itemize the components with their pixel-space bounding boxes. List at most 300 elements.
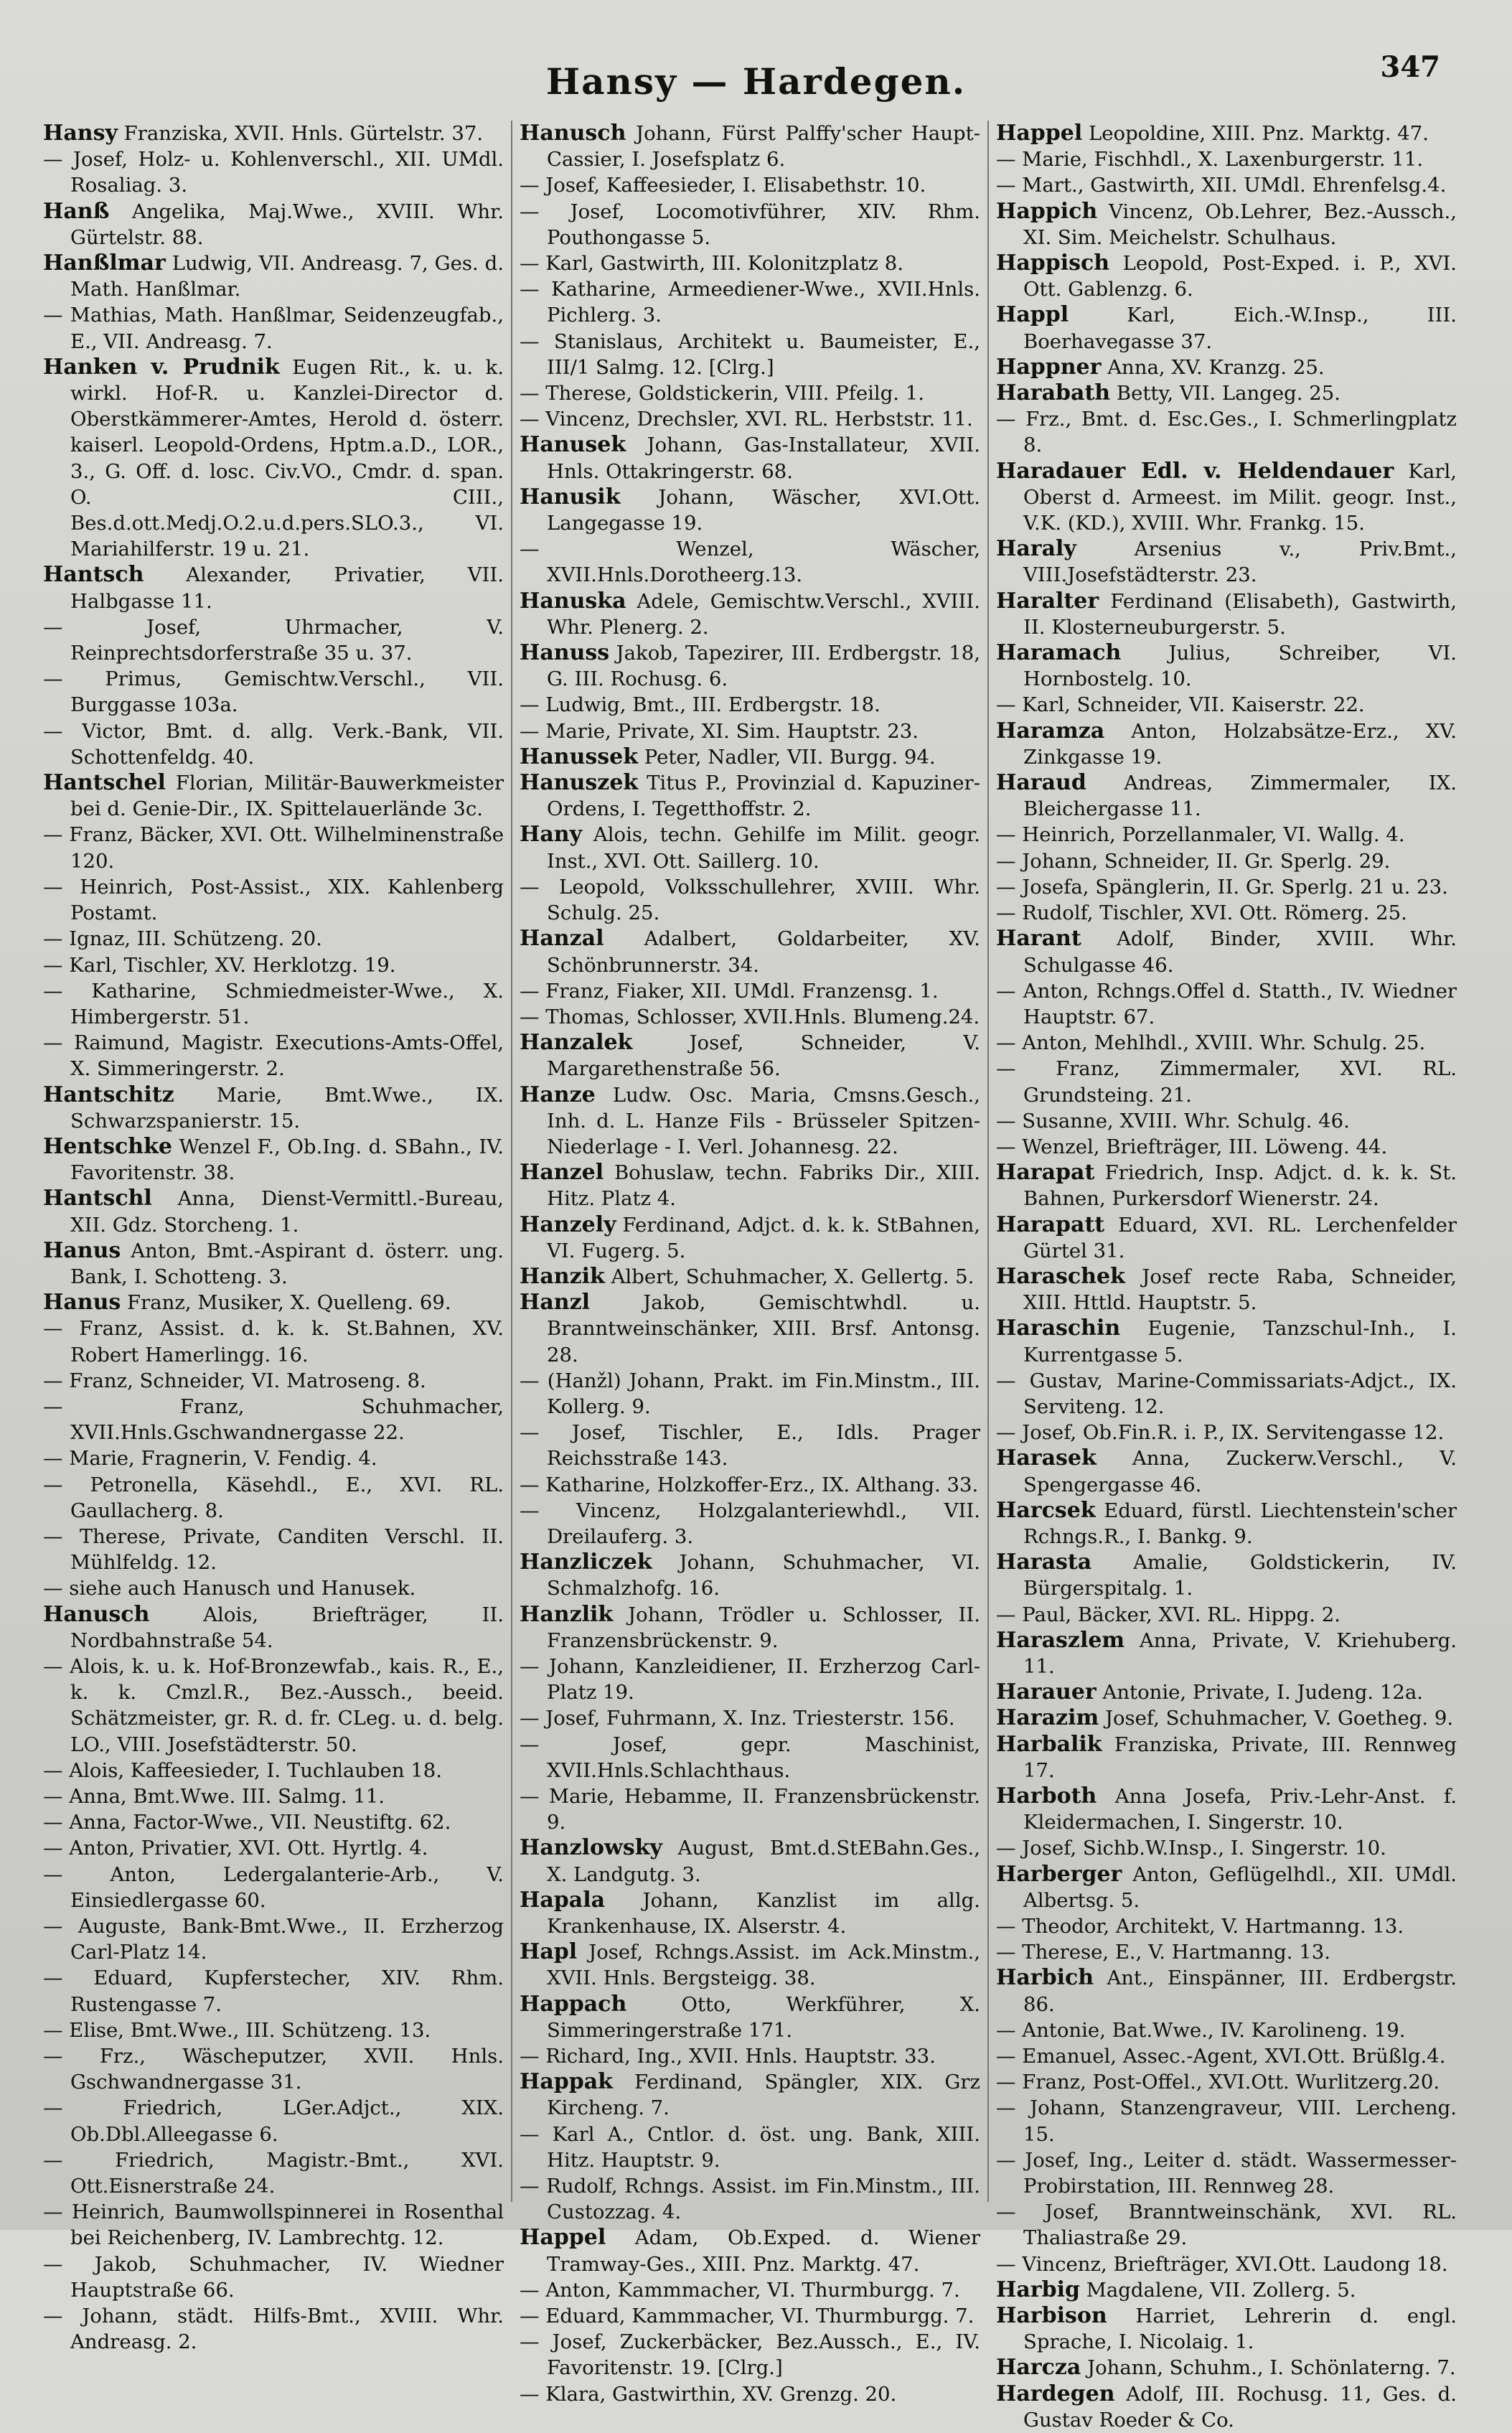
entry-details: Johann, Schuhm., I. Schönlaterng. 7. — [1081, 2356, 1456, 2380]
entry-details: Marie, Bmt.Wwe., IX. Schwarzspanierstr. 15. — [70, 1083, 504, 1133]
entry-surname: Harasek — [996, 1445, 1097, 1471]
directory-entry — [43, 1082, 504, 1134]
directory-entry — [520, 2069, 980, 2121]
entry-details: Bohuslaw, techn. Fabriks Dir., XIII. Hitz. Platz 4. — [547, 1161, 980, 1211]
entry-details: Johann, Schuhmacher, VI. Schmalzhofg. 16. — [547, 1551, 980, 1600]
entry-details: Johann, Fürst Palffy'scher Haupt-Cassier, I. Josefsplatz 6. — [547, 122, 980, 172]
entry-details: — Vincenz, Briefträger, XVI.Ott. Laudong 18. — [996, 2252, 1448, 2276]
directory-entry — [43, 770, 504, 822]
entry-details: — Eduard, Kammmacher, VI. Thurmburgg. 7. — [520, 2305, 975, 2328]
entry-details: — Josef, Fuhrmann, X. Inz. Triesterstr. 156. — [520, 1707, 955, 1730]
directory-entry — [996, 2381, 1457, 2433]
directory-entry — [43, 562, 504, 614]
entry-details: Andreas, Zimmermaler, IX. Bleichergasse 11. — [1023, 772, 1457, 821]
directory-entry — [520, 2173, 980, 2225]
entry-details: — Franz, Zimmermaler, XVI. RL. Grundsteing. 21. — [996, 1057, 1457, 1107]
columns-container — [43, 121, 1457, 2432]
entry-details: Julius, Schreiber, VI. Hornbostelg. 10. — [1023, 642, 1457, 691]
directory-entry — [996, 355, 1457, 380]
entry-surname: Harbich — [996, 1965, 1094, 1991]
directory-entry — [520, 199, 980, 250]
entry-details: — Franz, Assist. d. k. k. St.Bahnen, XV. Robert Hamerlingg. 16. — [43, 1317, 504, 1366]
entry-details: Eduard, XVI. RL. Lerchenfelder Gürtel 31. — [1023, 1213, 1457, 1262]
entry-surname: Harapatt — [996, 1211, 1105, 1237]
entry-details: — Alois, Kaffeesieder, I. Tuchlauben 18. — [43, 1758, 443, 1782]
directory-entry — [43, 926, 504, 952]
entry-details: — Karl, Gastwirth, III. Kolonitzplatz 8. — [520, 252, 904, 276]
directory-entry — [520, 250, 980, 276]
directory-entry — [996, 199, 1457, 250]
entry-details: — Susanne, XVIII. Whr. Schulg. 46. — [996, 1109, 1350, 1133]
entry-details: Eduard, fürstl. Liechtenstein'scher Rchngs.R., I. Bankg. 9. — [1023, 1499, 1457, 1548]
entry-details: — Anton, Privatier, XVI. Ott. Hyrtlg. 4. — [43, 1837, 428, 1860]
entry-details: — Johann, Stanzengraveur, VIII. Lercheng. 15. — [996, 2096, 1457, 2146]
directory-entry — [996, 2069, 1457, 2095]
entry-surname: Haraszlem — [996, 1627, 1125, 1653]
entry-details: Florian, Militär-Bauwerkmeister bei d. Genie-Dir., IX. Spittelauerlände 3c. — [70, 772, 504, 821]
directory-entry — [43, 614, 504, 666]
entry-details: Anna Josefa, Priv.-Lehr-Anst. f. Kleidermachen, I. Singerstr. 10. — [1023, 1785, 1457, 1834]
entry-details: — Katharine, Holzkoffer-Erz., IX. Althang. 33. — [520, 1473, 979, 1496]
entry-surname: Hanßlmar — [43, 250, 166, 276]
directory-entry — [996, 2277, 1457, 2303]
directory-entry — [43, 1783, 504, 1809]
directory-entry — [43, 1809, 504, 1835]
entry-surname: Hantschl — [43, 1186, 152, 1211]
entry-details: Magdalene, VII. Zollerg. 5. — [1079, 2278, 1356, 2302]
entry-details: Karl, Oberst d. Armeest. im Milit. geogr. Inst., V.K. (KD.), XVIII. Whr. Frankg. 15. — [1023, 459, 1457, 535]
entry-surname: Hanussek — [520, 744, 639, 769]
directory-entry — [520, 380, 980, 406]
entry-details: — Heinrich, Baumwollspinnerei in Rosenthal bei Reichenberg, IV. Lambrechtg. 12. — [43, 2200, 504, 2250]
page-number: 347 — [1380, 50, 1440, 84]
entry-details: Johann, Gas-Installateur, XVII. Hnls. Ottakringerstr. 68. — [547, 433, 980, 483]
directory-entry — [520, 1264, 980, 1290]
directory-entry — [43, 1965, 504, 2017]
directory-entry — [996, 1732, 1457, 1783]
entry-details: — Raimund, Magistr. Executions-Amts-Offel, X. Simmeringerstr. 2. — [43, 1031, 504, 1081]
directory-entry — [520, 1290, 980, 1368]
directory-entry — [43, 1524, 504, 1575]
directory-entry — [996, 1108, 1457, 1134]
directory-entry — [520, 1939, 980, 1991]
entry-details: — Ludwig, Bmt., III. Erdbergstr. 18. — [520, 693, 881, 717]
entry-surname: Haramza — [996, 718, 1105, 744]
directory-entry — [43, 302, 504, 354]
directory-entry — [520, 770, 980, 822]
directory-entry — [520, 536, 980, 588]
entry-surname: Hanusik — [520, 484, 621, 510]
entry-details: Friedrich, Insp. Adjct. d. k. k. St. Bahnen, Purkersdorf Wienerstr. 24. — [1023, 1161, 1457, 1211]
entry-details: August, Bmt.d.StEBahn.Ges., X. Landgutg. 3. — [547, 1837, 980, 1886]
directory-entry — [996, 2043, 1457, 2069]
directory-entry — [996, 459, 1457, 537]
entry-details: Adalbert, Goldarbeiter, XV. Schönbrunnerstr. 34. — [547, 927, 980, 977]
directory-entry — [43, 1602, 504, 1654]
entry-details: Ferdinand, Adjct. d. k. k. StBahnen, VI. Fugerg. 5. — [547, 1213, 980, 1262]
directory-entry — [996, 2095, 1457, 2147]
entry-details: — Anton, Mehlhdl., XVIII. Whr. Schulg. 25. — [996, 1031, 1426, 1055]
entry-details: Eugen Rit., k. u. k. wirkl. Hof-R. u. Kanzlei-Director d. Oberstkämmerer-Amtes, Herold d. österr. kaiserl. Leopold-Ordens, Hptm.a.D., LOR., 3., G. Off. d. losc. Civ.VO., Cmdr. d. span. O. CIII., Bes.d.ott.Medj.O.2.u.d.pers.SLO.3., VI. Mariahilferstr. 19 u. 21. — [70, 355, 504, 561]
directory-entry — [996, 874, 1457, 900]
entry-details: — Jakob, Schuhmacher, IV. Wiedner Hauptstraße 66. — [43, 2252, 504, 2302]
directory-entry — [996, 978, 1457, 1030]
entry-details: Anton, Geflügelhdl., XII. UMdl. Albertsg. 5. — [1023, 1862, 1457, 1912]
entry-surname: Harapat — [996, 1160, 1095, 1186]
directory-entry — [520, 406, 980, 432]
entry-details: Arsenius v., Priv.Bmt., VIII.Josefstädterstr. 23. — [1023, 538, 1457, 587]
directory-entry — [520, 1732, 980, 1783]
directory-entry — [996, 2017, 1457, 2043]
entry-details: — Rudolf, Tischler, XVI. Ott. Römerg. 25. — [996, 901, 1407, 925]
directory-entry — [43, 2017, 504, 2043]
entry-details: Amalie, Goldstickerin, IV. Bürgerspitalg. 1. — [1023, 1551, 1457, 1600]
entry-surname: Happel — [520, 2225, 606, 2251]
directory-entry — [520, 2043, 980, 2069]
column-3 — [987, 121, 1457, 2432]
directory-entry — [996, 770, 1457, 822]
entry-surname: Harcza — [996, 2355, 1081, 2381]
column-1 — [43, 121, 504, 2354]
entry-details: — Franz, Fiaker, XII. UMdl. Franzensg. 1. — [520, 979, 939, 1003]
entry-surname: Hardegen — [996, 2381, 1115, 2406]
entry-surname: Hanusek — [520, 432, 626, 458]
entry-details: — Mart., Gastwirth, XII. UMdl. Ehrenfelsg.4. — [996, 174, 1447, 197]
entry-details: Franz, Musiker, X. Quelleng. 69. — [121, 1291, 451, 1315]
entry-surname: Hanus — [43, 1237, 121, 1263]
entry-surname: Haraly — [996, 536, 1076, 562]
directory-entry — [996, 1679, 1457, 1705]
entry-details: — Johann, Schneider, II. Gr. Sperlg. 29. — [996, 849, 1391, 873]
entry-details: Leopoldine, XIII. Pnz. Marktg. 47. — [1082, 122, 1429, 145]
entry-details: — Anton, Rchngs.Offel d. Statth., IV. Wiedner Hauptstr. 67. — [996, 979, 1457, 1028]
entry-details: — Antonie, Bat.Wwe., IV. Karolineng. 19. — [996, 2018, 1406, 2042]
directory-entry — [520, 172, 980, 198]
entry-details: — Josef, Sichb.W.Insp., I. Singerstr. 10. — [996, 1837, 1386, 1860]
entry-details: — Therese, Goldstickerin, VIII. Pfeilg. 1. — [520, 382, 925, 406]
entry-details: Josef, Schneider, V. Margarethenstraße 56. — [547, 1031, 980, 1081]
entry-details: Anna, Zuckerw.Verschl., V. Spengergasse 46. — [1023, 1447, 1457, 1496]
entry-surname: Hanusch — [520, 121, 626, 146]
entry-details: — Friedrich, Magistr.-Bmt., XVI. Ott.Eisnerstraße 24. — [43, 2148, 504, 2198]
entry-details: Albert, Schuhmacher, X. Gellertg. 5. — [604, 1265, 975, 1288]
directory-entry — [520, 822, 980, 873]
entry-surname: Harbig — [996, 2277, 1080, 2302]
entry-details: Johann, Kanzlist im allg. Krankenhause, IX. Alserstr. 4. — [547, 1888, 980, 1939]
entry-details: Alois, techn. Gehilfe im Milit. geogr. Inst., XVI. Ott. Saillerg. 10. — [547, 823, 980, 873]
entry-surname: Hantschel — [43, 770, 166, 796]
entry-details: — siehe auch Hanusch und Hanusek. — [43, 1577, 416, 1600]
directory-entry — [996, 2147, 1457, 2199]
entry-details: Betty, VII. Langeg. 25. — [1110, 382, 1340, 406]
entry-surname: Haramach — [996, 640, 1122, 666]
entry-surname: Hantsch — [43, 562, 144, 588]
entry-surname: Happich — [996, 198, 1098, 224]
directory-entry — [520, 718, 980, 744]
directory-entry — [520, 1030, 980, 1082]
entry-details: Ant., Einspänner, III. Erdbergstr. 86. — [1023, 1966, 1457, 2016]
directory-entry — [43, 1394, 504, 1445]
directory-entry — [520, 2277, 980, 2303]
entry-details: — Frz., Bmt. d. Esc.Ges., I. Schmerlingplatz 8. — [996, 408, 1457, 457]
entry-details: — Franz, Bäcker, XVI. Ott. Wilhelminenstraße 120. — [43, 823, 504, 873]
column-2 — [511, 121, 980, 2406]
directory-entry — [43, 1913, 504, 1965]
entry-details: Adele, Gemischtw.Verschl., XVIII. Whr. Plenerg. 2. — [547, 589, 980, 639]
entry-details: — Franz, Schuhmacher, XVII.Hnls.Gschwandnergasse 22. — [43, 1394, 504, 1445]
directory-entry — [43, 2043, 504, 2095]
directory-entry — [43, 1445, 504, 1471]
directory-entry — [520, 744, 980, 770]
entry-surname: Happak — [520, 2069, 613, 2095]
directory-entry — [43, 355, 504, 563]
directory-entry — [43, 2303, 504, 2355]
entry-details: — Josef, Locomotivführer, XIV. Rhm. Pouthongasse 5. — [520, 200, 980, 249]
entry-surname: Harboth — [996, 1783, 1097, 1809]
entry-surname: Hanzliczek — [520, 1550, 652, 1575]
entry-details: Alexander, Privatier, VII. Halbgasse 11. — [70, 563, 504, 613]
entry-details: Adolf, III. Rochusg. 11, Ges. d. Gustav Roeder & Co. — [1023, 2382, 1457, 2432]
entry-details: — Emanuel, Assec.-Agent, XVI.Ott. Brüßlg.4. — [996, 2045, 1446, 2068]
directory-entry — [520, 589, 980, 640]
directory-entry — [996, 146, 1457, 172]
directory-entry — [43, 1575, 504, 1601]
entry-details: Antonie, Private, I. Judeng. 12a. — [1096, 1681, 1423, 1705]
entry-details: — Johann, Kanzleidiener, II. Erzherzog Carl-Platz 19. — [520, 1654, 980, 1705]
entry-details: — Elise, Bmt.Wwe., III. Schützeng. 13. — [43, 2018, 431, 2042]
entry-details: Angelika, Maj.Wwe., XVIII. Whr. Gürtelstr. 88. — [70, 200, 504, 249]
entry-details: — (Hanžl) Johann, Prakt. im Fin.Minstm., III. Kollerg. 9. — [520, 1369, 980, 1418]
directory-entry — [520, 1602, 980, 1654]
directory-entry — [43, 952, 504, 978]
entry-surname: Hanzal — [520, 926, 604, 952]
directory-entry — [43, 121, 504, 146]
directory-entry — [520, 1420, 980, 1471]
entry-details: Josef, Schuhmacher, V. Goetheg. 9. — [1099, 1707, 1454, 1730]
entry-details: — Ignaz, III. Schützeng. 20. — [43, 927, 322, 951]
entry-details: Franziska, Private, III. Rennweg 17. — [1023, 1733, 1457, 1782]
entry-details: — Victor, Bmt. d. allg. Verk.-Bank, VII. Schottenfeldg. 40. — [43, 719, 504, 769]
entry-details: — Josef, Holz- u. Kohlenverschl., XII. UMdl. Rosaliag. 3. — [43, 148, 504, 197]
directory-entry — [43, 1316, 504, 1367]
directory-entry — [43, 874, 504, 926]
entry-details: Johann, Trödler u. Schlosser, II. Franzensbrückenstr. 9. — [547, 1603, 980, 1652]
directory-entry — [520, 1004, 980, 1030]
entry-details: — Josef, Kaffeesieder, I. Elisabethstr. 10. — [520, 174, 926, 197]
directory-entry — [43, 666, 504, 718]
directory-entry — [996, 900, 1457, 926]
entry-details: — Anna, Factor-Wwe., VII. Neustiftg. 62. — [43, 1811, 451, 1834]
directory-entry — [43, 2095, 504, 2147]
directory-entry — [520, 1835, 980, 1887]
entry-details: Anton, Holzabsätze-Erz., XV. Zinkgasse 19. — [1023, 719, 1457, 769]
directory-entry — [43, 718, 504, 770]
directory-entry — [996, 1420, 1457, 1445]
entry-details: — Petronella, Käsehdl., E., XVI. RL. Gaullacherg. 8. — [43, 1473, 504, 1522]
entry-surname: Hanzl — [520, 1290, 591, 1316]
entry-surname: Harauer — [996, 1679, 1097, 1705]
entry-details: — Vincenz, Holzgalanteriewhdl., VII. Dreilauferg. 3. — [520, 1499, 980, 1548]
entry-details: Anna, Dienst-Vermittl.-Bureau, XII. Gdz. Storcheng. 1. — [70, 1187, 504, 1237]
entry-details: Ludwig, VII. Andreasg. 7, Ges. d. Math. Hanßlmar. — [70, 252, 504, 301]
entry-details: — Eduard, Kupferstecher, XIV. Rhm. Rustengasse 7. — [43, 1966, 504, 2016]
directory-entry — [520, 1498, 980, 1550]
directory-entry — [520, 1212, 980, 1264]
entry-details: — Leopold, Volksschullehrer, XVIII. Whr. Schulg. 25. — [520, 875, 980, 925]
entry-surname: Harbalik — [996, 1731, 1102, 1757]
entry-details: Leopold, Post-Exped. i. P., XVI. Ott. Gablenzg. 6. — [1023, 252, 1457, 301]
directory-entry — [43, 1472, 504, 1524]
entry-details: — Friedrich, LGer.Adjct., XIX. Ob.Dbl.Alleegasse 6. — [43, 2096, 504, 2146]
entry-surname: Happel — [996, 121, 1083, 146]
directory-entry — [996, 1602, 1457, 1628]
entry-details: — Richard, Ing., XVII. Hnls. Hauptstr. 33. — [520, 2045, 936, 2068]
entry-details: Otto, Werkführer, X. Simmeringerstraße 171. — [547, 1992, 980, 2042]
directory-entry — [996, 718, 1457, 770]
entry-surname: Hanuss — [520, 640, 610, 666]
entry-surname: Hany — [520, 822, 583, 848]
directory-entry — [43, 978, 504, 1030]
entry-details: — Gustav, Marine-Commissariats-Adjct., IX. Serviteng. 12. — [996, 1369, 1457, 1418]
directory-entry — [520, 1888, 980, 1939]
entry-details: — Primus, Gemischtw.Verschl., VII. Burggasse 103a. — [43, 667, 504, 717]
entry-surname: Haraschin — [996, 1316, 1121, 1341]
directory-entry — [43, 2251, 504, 2303]
entry-details: Harriet, Lehrerin d. engl. Sprache, I. Nicolaig. 1. — [1023, 2305, 1457, 2354]
entry-details: — Therese, E., V. Hartmanng. 13. — [996, 1941, 1330, 1964]
entry-details: — Vincenz, Drechsler, XVI. RL. Herbststr. 11. — [520, 408, 973, 431]
directory-entry — [43, 146, 504, 198]
directory-entry — [520, 432, 980, 484]
directory-entry — [996, 1316, 1457, 1367]
directory-entry — [43, 2147, 504, 2199]
entry-details: — Josef, Uhrmacher, V. Reinprechtsdorferstraße 35 u. 37. — [43, 615, 504, 665]
entry-details: Ferdinand, Spängler, XIX. Grz Kircheng. 7. — [547, 2071, 980, 2120]
entry-details: — Marie, Fragnerin, V. Fendig. 4. — [43, 1447, 377, 1471]
entry-details: Jakob, Gemischtwhdl. u. Branntweinschänker, XIII. Brsf. Antonsg. 28. — [547, 1291, 980, 1366]
entry-details: — Klara, Gastwirthin, XV. Grenzg. 20. — [520, 2382, 897, 2406]
entry-details: — Wenzel, Briefträger, III. Löweng. 44. — [996, 1135, 1388, 1158]
entry-details: — Josef, Branntweinschänk, XVI. RL. Thaliastraße 29. — [996, 2200, 1457, 2250]
entry-details: — Anton, Ledergalanterie-Arb., V. Einsiedlergasse 60. — [43, 1862, 504, 1912]
entry-details: Peter, Nadler, VII. Burgg. 94. — [638, 745, 936, 769]
entry-details: Josef, Rchngs.Assist. im Ack.Minstm., XVII. Hnls. Bergsteigg. 38. — [547, 1941, 980, 1990]
directory-entry — [996, 2251, 1457, 2277]
directory-entry — [520, 978, 980, 1004]
directory-entry — [996, 1160, 1457, 1211]
entry-surname: Hanuszek — [520, 770, 639, 796]
directory-entry — [996, 1368, 1457, 1420]
entry-details: — Stanislaus, Architekt u. Baumeister, E., III/1 Salmg. 12. [Clrg.] — [520, 329, 980, 379]
entry-details: — Marie, Fischhdl., X. Laxenburgerstr. 11. — [996, 148, 1424, 172]
directory-entry — [996, 2303, 1457, 2355]
directory-entry — [43, 250, 504, 302]
directory-entry — [520, 640, 980, 692]
directory-entry — [43, 1030, 504, 1082]
entry-details: — Heinrich, Post-Assist., XIX. Kahlenberg Postamt. — [43, 875, 504, 925]
entry-surname: Hapl — [520, 1939, 578, 1965]
entry-details: Franziska, XVII. Hnls. Gürtelstr. 37. — [117, 122, 484, 145]
entry-details: Anna, Private, V. Kriehuberg. 11. — [1023, 1628, 1457, 1678]
entry-details: — Auguste, Bank-Bmt.Wwe., II. Erzherzog Carl-Platz 14. — [43, 1915, 504, 1964]
directory-entry — [996, 926, 1457, 978]
entry-details: Titus P., Provinzial d. Kapuziner-Ordens, I. Tegetthoffstr. 2. — [547, 772, 980, 821]
entry-details: — Therese, Private, Canditen Verschl. II. Mühlfeldg. 12. — [43, 1524, 504, 1575]
entry-details: Adam, Ob.Exped. d. Wiener Tramway-Ges., XIII. Pnz. Marktg. 47. — [547, 2226, 980, 2276]
directory-entry — [996, 1445, 1457, 1497]
directory-entry — [43, 1368, 504, 1394]
entry-details: — Johann, städt. Hilfs-Bmt., XVIII. Whr. Andreasg. 2. — [43, 2305, 504, 2354]
entry-details: — Karl, Tischler, XV. Herklotzg. 19. — [43, 953, 396, 977]
entry-details: Ferdinand (Elisabeth), Gastwirth, II. Klosterneuburgerstr. 5. — [1023, 589, 1457, 639]
entry-details: Jakob, Tapezirer, III. Erdbergstr. 18, G. III. Rochusg. 6. — [547, 642, 980, 691]
directory-entry — [996, 589, 1457, 640]
entry-surname: Hapala — [520, 1887, 606, 1913]
entry-details: — Katharine, Armeediener-Wwe., XVII.Hnls. Pichlerg. 3. — [520, 278, 980, 327]
entry-details: — Karl A., Cntlor. d. öst. ung. Bank, XIII. Hitz. Hauptstr. 9. — [520, 2122, 980, 2172]
entry-details: Adolf, Binder, XVIII. Whr. Schulgasse 46. — [1023, 927, 1457, 977]
directory-entry — [996, 2355, 1457, 2381]
directory-entry — [996, 1212, 1457, 1264]
directory-entry — [996, 1862, 1457, 1913]
directory-entry — [520, 1992, 980, 2043]
directory-entry — [520, 1472, 980, 1498]
entry-surname: Hanzik — [520, 1263, 605, 1289]
entry-details: Anton, Bmt.-Aspirant d. österr. ung. Bank, I. Schotteng. 3. — [70, 1239, 504, 1288]
entry-details: — Heinrich, Porzellanmaler, VI. Wallg. 4. — [996, 823, 1405, 847]
directory-entry — [520, 2225, 980, 2277]
entry-details: — Wenzel, Wäscher, XVII.Hnls.Dorotheerg.13. — [520, 538, 980, 587]
entry-details: — Paul, Bäcker, XVI. RL. Hippg. 2. — [996, 1603, 1340, 1626]
directory-entry — [996, 1056, 1457, 1107]
directory-entry — [996, 406, 1457, 458]
entry-surname: Hanze — [520, 1082, 596, 1107]
directory-entry — [996, 692, 1457, 718]
entry-surname: Happisch — [996, 250, 1110, 276]
directory-entry — [520, 484, 980, 536]
directory-entry — [996, 1913, 1457, 1939]
entry-surname: Hanusch — [43, 1601, 150, 1627]
entry-surname: Haralter — [996, 588, 1099, 614]
entry-details: Johann, Wäscher, XVI.Ott. Langegasse 19. — [547, 485, 980, 535]
directory-entry — [43, 1835, 504, 1861]
directory-entry — [520, 1654, 980, 1705]
directory-entry — [520, 692, 980, 718]
entry-surname: Hanzalek — [520, 1030, 633, 1056]
directory-entry — [520, 1550, 980, 1601]
directory-entry — [996, 172, 1457, 198]
directory-entry — [43, 1134, 504, 1186]
entry-details: — Karl, Schneider, VII. Kaiserstr. 22. — [996, 693, 1365, 717]
entry-details: — Frz., Wäscheputzer, XVII. Hnls. Gschwandnergasse 31. — [43, 2045, 504, 2094]
entry-details: — Anna, Bmt.Wwe. III. Salmg. 11. — [43, 1785, 385, 1808]
entry-surname: Harazim — [996, 1705, 1099, 1731]
entry-details: — Josef, gepr. Maschinist, XVII.Hnls.Schlachthaus. — [520, 1733, 980, 1782]
entry-surname: Hanß — [43, 198, 110, 224]
entry-surname: Hanzel — [520, 1160, 604, 1186]
directory-entry — [520, 1783, 980, 1835]
entry-details: — Josefa, Spänglerin, II. Gr. Sperlg. 21 u. 23. — [996, 875, 1448, 899]
entry-surname: Haraschek — [996, 1263, 1125, 1289]
directory-entry — [996, 1498, 1457, 1550]
directory-entry — [996, 121, 1457, 146]
entry-details: Alois, Briefträger, II. Nordbahnstraße 54. — [70, 1603, 504, 1652]
directory-entry — [43, 1862, 504, 1913]
directory-entry — [996, 1783, 1457, 1835]
entry-details: — Franz, Schneider, VI. Matroseng. 8. — [43, 1369, 426, 1392]
directory-entry — [520, 1368, 980, 1420]
directory-entry — [996, 1965, 1457, 2017]
